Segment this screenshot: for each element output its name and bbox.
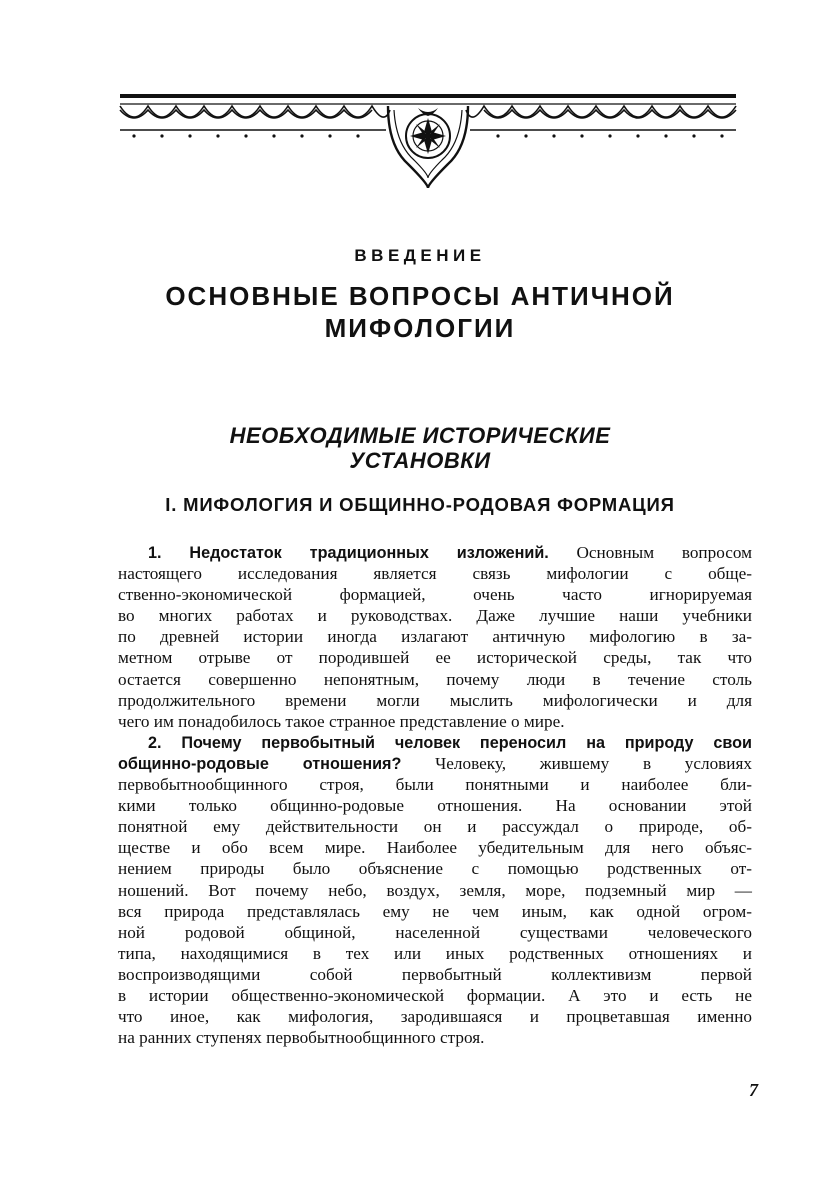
main-title-line-2: МИФОЛОГИИ xyxy=(324,313,516,343)
paragraph-1-line: чего им понадобилось такое странное представление о мире. xyxy=(118,711,565,731)
paragraph-2-heading-cont: общинно-родовые отношения? xyxy=(118,754,402,773)
section-title xyxy=(0,423,840,473)
paragraph-1-line-1: 1. Недостаток традиционных изложений. Основным вопросом xyxy=(148,543,752,562)
paragraph-2-line: в истории общественно-экономической формации. А это и есть не xyxy=(118,985,752,1005)
paragraph-1-line: настоящего исследования является связь мифологии с обще- xyxy=(118,564,752,584)
paragraph-1-line: продолжительного времени могли мыслить мифологически и для xyxy=(118,690,752,710)
paragraph-1-line: остается совершенно непонятным, почему люди в течение столь xyxy=(118,669,752,689)
section-title-line-2: УСТАНОВКИ xyxy=(349,448,491,473)
paragraph-2-line: воспроизводящими собой первобытный коллективизм первой xyxy=(118,964,752,984)
body-text xyxy=(118,542,752,1048)
paragraph-2-line: что иное, как мифология, зародившаяся и процветавшая именно xyxy=(118,1007,752,1027)
paragraph-2-line: понятной ему действительности он и рассуждал о природе, об- xyxy=(118,817,752,837)
paragraph-2-line: ной родовой общиной, населенной существами человеческого xyxy=(118,922,752,942)
paragraph-2-line: ществе и обо всем мире. Наиболее убедительным для него объяс- xyxy=(118,838,752,858)
paragraph-2-line: первобытнообщинного строя, были понятными и наиболее бли- xyxy=(118,775,752,795)
paragraph-2-line-2: общинно-родовые отношения? Человеку, жившему в условиях xyxy=(118,753,752,773)
paragraph-2-line: ношений. Вот почему небо, воздух, земля, море, подземный мир — xyxy=(118,880,752,900)
page-number: 7 xyxy=(749,1080,758,1100)
paragraph-2-heading: 2. Почему первобытный человек переносил на природу свои xyxy=(148,733,752,752)
chapter-title: I. МИФОЛОГИЯ И ОБЩИННО-РОДОВАЯ ФОРМАЦИЯ xyxy=(165,494,675,515)
introduction-kicker: ВВЕДЕНИЕ xyxy=(354,246,486,265)
paragraph-1-line: ственно-экономической формацией, очень часто игнорируемая xyxy=(118,585,752,605)
paragraph-2-line: на ранних ступенях первобытнообщинного строя. xyxy=(118,1028,485,1048)
paragraph-1-heading: 1. Недостаток традиционных изложений. xyxy=(148,544,549,562)
paragraph-2-line: вся природа представлялась ему не чем иным, как одной огром- xyxy=(118,901,752,921)
paragraph-2-line-1 xyxy=(118,732,752,753)
paragraph-1-line: метном отрыве от породившей ее исторической среды, так что xyxy=(118,648,752,668)
paragraph-1-line: по древней истории иногда излагают античную мифологию в за- xyxy=(118,627,752,647)
paragraph-2-line: кими только общинно-родовые отношения. На основании этой xyxy=(118,796,752,816)
main-title-line-1: ОСНОВНЫЕ ВОПРОСЫ АНТИЧНОЙ xyxy=(165,281,675,311)
decorative-headpiece-ornament xyxy=(118,86,738,190)
paragraph-2-line: нением природы было объяснение с помощью родственных от- xyxy=(118,859,752,879)
paragraph-1-line: во многих работах и руководствах. Даже лучшие наши учебники xyxy=(118,606,752,626)
section-title-line-1: НЕОБХОДИМЫЕ ИСТОРИЧЕСКИЕ xyxy=(229,423,611,448)
page-main-title xyxy=(0,280,840,344)
paragraph-2-line: типа, находящимися в тех или иных родственных отношениях и xyxy=(118,943,752,963)
